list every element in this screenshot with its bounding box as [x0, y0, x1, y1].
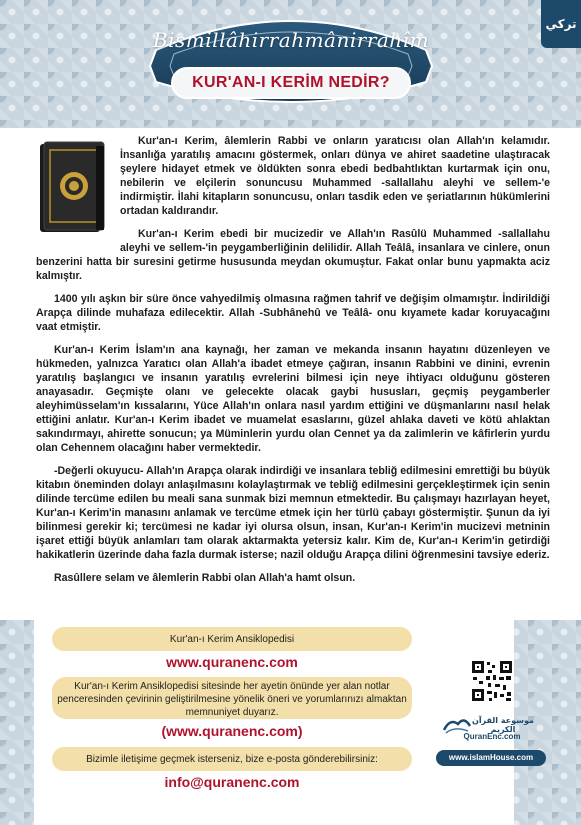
email-link[interactable]: info@quranenc.com [164, 774, 300, 790]
site-link-paren[interactable]: (www.quranenc.com) [161, 723, 303, 739]
page-title: KUR'AN-I KERİM NEDİR? [192, 74, 390, 91]
encyclopedia-label: Kur'an-ı Kerim Ansiklopedisi [52, 627, 412, 651]
qr-code-icon[interactable] [470, 659, 514, 703]
paragraph: Kur'an-ı Kerim ebedi bir mucizedir ve Allah'ın Rasûlü Muhammed -sallallahu aleyhi ve sellem-'in peygamberliğinin delilidir. Allah Teâlâ, insanlara ve cinlere, onun benzerini hatta bir suresini getirme hususunda meydan okumuştur. Fakat onlar bunu yapmakta aciz kalmıştır. [36, 228, 550, 282]
arabic-logo-text: موسوعة القرآن الكريم [471, 716, 534, 734]
site-link[interactable]: www.quranenc.com [166, 654, 298, 670]
islamhouse-link[interactable]: www.islamHouse.com [436, 750, 546, 766]
contact-text: Bizimle iletişime geçmek isterseniz, bize e-posta gönderebilirsiniz: [52, 747, 412, 771]
quran-book-icon [36, 140, 108, 240]
paragraph: Kur'an-ı Kerim, âlemlerin Rabbi ve onların yaratıcısı olan Allah'ın kelamıdır. İnsanlığa yaratılış amacını göstermek, onları dünya ve ahiret saadetine ulaştıracak şeylere hidayet etmek ve öldükten sonra ebedi bedbahtlıktan kurtarmak için onu, nebilerin ve elçilerin sonuncusu Muhammed -sallallahu aleyhi ve sellem-'e indirmiştir. İlahi kitapların sonuncusu, onları tasdik eden ve şeriatlarının hükümlerini ortadan kaldırandır. [120, 135, 550, 217]
title-plaque [136, 10, 446, 122]
article-body [36, 134, 550, 594]
closing-line: Rasûllere selam ve âlemlerin Rabbi olan Allah'a hamt olsun. [54, 572, 356, 584]
ornament-frame-icon [136, 10, 446, 122]
header-banner [0, 0, 581, 128]
feedback-text: Kur'an-ı Kerim Ansiklopedisi sitesinde her ayetin önünde yer alan notlar penceresinden çevirinin geliştirilmesine yönelik öneri ve yorumlarınızı almaktan memnuniyet duyarız. [52, 677, 412, 719]
quranenc-logo-text: QuranEnc.com [463, 732, 521, 741]
paragraph: -Değerli okuyucu- Allah'ın Arapça olarak indirdiği ve insanlara tebliğ edilmesini emrettiği bu büyük kitabın öneminden dolayı anlaşılmasını kolaylaştırmak ve tebliğ edilmesini gerçekleştirmek için senin dilinde tercüme edilen bu meali sana sunmak bizi memnun etmektedir. Bu çalışmayı hazırlayan heyet, Kur'an-ı Kerim'in manasını anlamak ve tercüme etmek için her türlü çabayı göstermiştir. Şunun da iyi bilinmesi gerekir ki; tercümesi ne kadar iyi olursa olsun, insan, Kur'an-ı Kerim'in mucizevi metninin işaret ettiği büyük anlamları tam olarak aktarmakta yetersiz kalır. Kim de, Kur'an-ı Kerim'in getirdiği hakikatlerin üzerinde daha fazla durmak isterse; nazil olduğu Arapça dilini öğrenmesini tavsiye ederiz. [36, 465, 550, 561]
bismillah-heading: Bismillâhirrahmânirrahîm [152, 28, 430, 52]
paragraph: Kur'an-ı Kerim İslam'ın ana kaynağı, her zaman ve mekanda insanın hayatını düzenleyen ve hükmeden, yalnızca Yaratıcı olan Allah'a ibadet etmeye çağıran, insanın Rabbini ve dinini, evrenin yaratılış başlangıcı ve insanın yaratılış evrelerini bilmesi için neye ihtiyacı olduğunu gösteren anayasadır. Geçmişte olanı ve gelecekte olacak gaybi hususları, geçmiş peygamberler aleyhimüsselam'ın kıssalarını, Yüce Allah'ın onlara nasıl yardım ettiğini ve düşmanlarını nasıl helak ettiğini anlatır. Kur'an-ı Kerim ibadet ve muamelat esaslarını, güzel ahlaka daveti ve kötü ahlaktan sakındırmayı, ahirette sonucun; ya Müminlerin yurdu olan Cennet ya da zalimlerin ve kâfirlerin yurdu olan Cehennem olacağını haber vermektedir. [36, 344, 550, 454]
paragraph: 1400 yılı aşkın bir süre önce vahyedilmiş olmasına rağmen tahrif ve değişim olmamıştır. İndirildiği Arapça dilinde muhafaza edilecektir. Allah -Subhânehû ve Teâlâ- onu kıyamete kadar koruyacağını vaat etmiştir. [36, 293, 550, 333]
language-tab[interactable]: تركي [541, 0, 581, 48]
